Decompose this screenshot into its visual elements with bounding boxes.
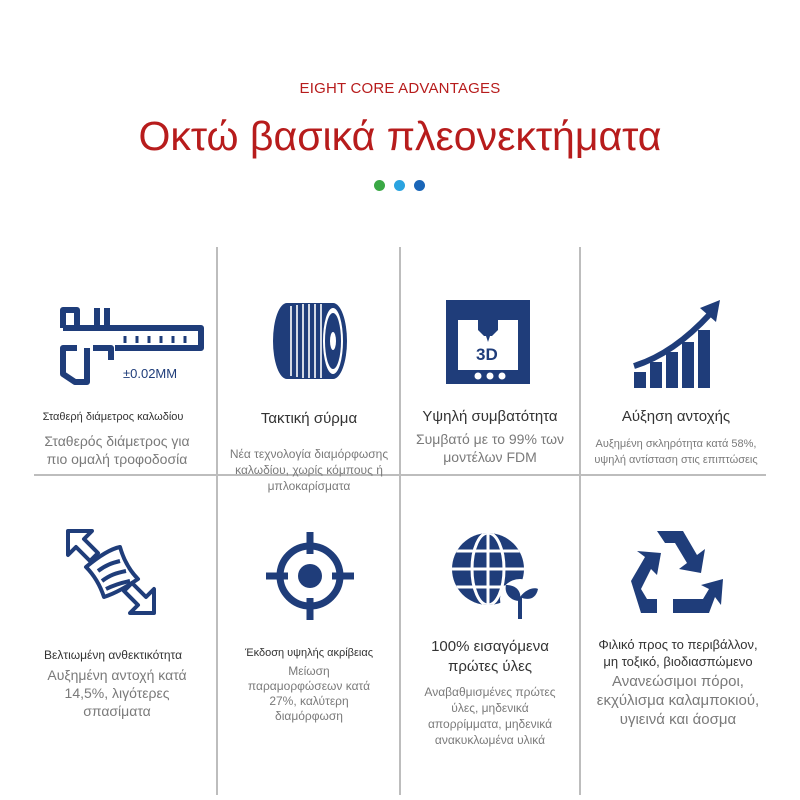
divider-vertical-3 [579, 247, 581, 795]
section-subtitle: EIGHT CORE ADVANTAGES [299, 80, 501, 97]
decorative-dots [372, 180, 432, 192]
dot-green [374, 180, 385, 191]
dot-light-blue [394, 180, 405, 191]
3d-printer-icon [442, 296, 534, 388]
advantage-description-5: Αυξημένη αντοχή κατά 14,5%, λιγότερες σπασίματα [47, 667, 187, 719]
printer-label: 3D [476, 345, 498, 364]
advantage-heading-4: Αύξηση αντοχής [621, 408, 731, 425]
advantage-description-6: Μείωση παραμορφώσεων κατά 27%, καλύτερη διαμόρφωση [247, 664, 371, 723]
advantage-description-1: Σταθερός διάμετρος για πιο ομαλή τροφοδοσία [44, 433, 190, 467]
filament-spool-icon [265, 296, 355, 386]
advantage-heading-6: Έκδοση υψηλής ακρίβειας [244, 647, 374, 659]
caliper-label: ±0.02MM [123, 366, 178, 381]
advantage-heading-8: Φιλικό προς το περιβάλλον, μη τοξικό, βιοδιασπώμενο [598, 637, 758, 669]
advantage-heading-3: Υψηλή συμβατότητα [422, 408, 558, 425]
divider-vertical-2 [399, 247, 401, 795]
growth-chart-icon [630, 298, 722, 390]
advantage-heading-1: Σταθερή διάμετρος καλωδίου [42, 411, 184, 423]
caliper-icon [55, 296, 205, 386]
globe-leaf-icon [446, 527, 546, 623]
advantage-description-2: Νέα τεχνολογία διαμόρφωσης καλωδίου, χωρίς κόμπους ή μπλοκαρίσματα [229, 447, 389, 493]
stretch-arrows-icon [64, 527, 158, 617]
advantage-heading-5: Βελτιωμένη ανθεκτικότητα [43, 648, 183, 662]
advantage-description-7: Αναβαθμισμένες πρώτες ύλες, μηδενικά απορρίμματα, μηδενικά ανακυκλωμένα υλικά [424, 685, 556, 747]
advantage-heading-2: Τακτική σύρμα [260, 410, 358, 427]
advantage-description-3: Συμβατό με το 99% των μοντέλων FDM [415, 431, 565, 465]
target-icon [264, 530, 356, 622]
advantage-description-8: Ανανεώσιμοι πόροι, εκχύλισμα καλαμποκιού, υγιεινά και άοσμα [596, 673, 760, 728]
page-title: Οκτώ βασικά πλεονεκτήματα [138, 113, 662, 159]
divider-vertical-1 [216, 247, 218, 795]
recycle-icon [627, 527, 725, 617]
advantage-description-4: Αυξημένη σκληρότητα κατά 58%, υψηλή αντίσταση στις επιπτώσεις [594, 438, 758, 466]
divider-horizontal [34, 474, 766, 476]
dot-dark-blue [414, 180, 425, 191]
advantage-heading-7: 100% εισαγόμενα πρώτες ύλες [431, 638, 549, 675]
